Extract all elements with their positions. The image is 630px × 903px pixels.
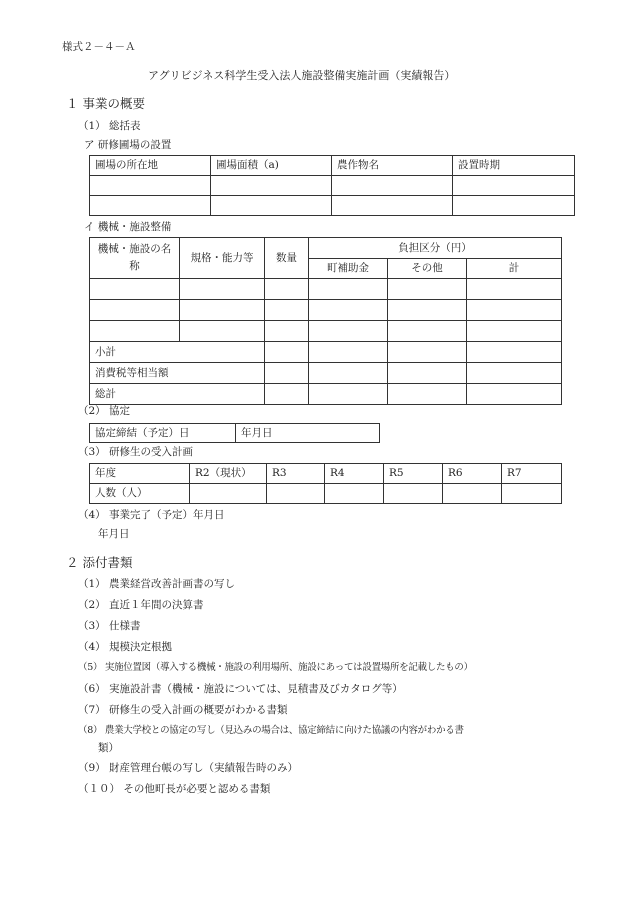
table-row (90, 279, 562, 300)
header-field-area: 圃場面積（a) (211, 156, 332, 176)
section-1-heading: １ 事業の概要 (66, 96, 145, 111)
header-r7: R7 (502, 464, 562, 484)
trainee-count-label: 人数（人） (90, 484, 190, 504)
header-r4: R4 (325, 464, 384, 484)
attachment-item-4: （4） 規模決定根拠 (78, 641, 173, 653)
header-r2: R2（現状） (190, 464, 267, 484)
agreement-date-label: 協定締結（予定）日 (90, 424, 236, 443)
attachment-item-10: （１０） その他町長が必要と認める書類 (78, 783, 271, 795)
form-number: 様式２－４－Ａ (62, 41, 136, 53)
header-crop-name: 農作物名 (332, 156, 453, 176)
header-r3: R3 (267, 464, 325, 484)
table-row (90, 342, 562, 363)
table-row (90, 484, 562, 504)
attachment-item-3: （3） 仕様書 (78, 620, 141, 632)
agreement-subheading: （2） 協定 (78, 405, 131, 417)
table-row (90, 384, 562, 405)
header-spec: 規格・能力等 (180, 238, 265, 279)
attachment-item-5: （5） 実施位置図（導入する機械・施設の利用場所、施設にあっては設置場所を記載したもの） (78, 662, 473, 673)
header-field-location: 圃場の所在地 (90, 156, 211, 176)
table-row (90, 363, 562, 384)
agreement-date-value: 年月日 (236, 424, 380, 443)
attachment-item-8: （8） 農業大学校との協定の写し（見込みの場合は、協定締結に向けた協議の内容がわかる書 (78, 725, 464, 736)
agreement-table (89, 423, 380, 443)
header-cost-burden: 負担区分（円） (309, 238, 562, 259)
header-equipment-name-line1: 機械・施設の名 (97, 243, 172, 256)
completion-date-value: 年月日 (98, 528, 130, 540)
header-r6: R6 (443, 464, 502, 484)
equipment-table (89, 237, 562, 405)
header-sum: 計 (467, 259, 562, 279)
header-equipment-name (90, 238, 180, 279)
total-label: 総計 (90, 384, 265, 405)
header-fiscal-year: 年度 (90, 464, 190, 484)
trainee-plan-subheading: （3） 研修生の受入計画 (78, 446, 194, 458)
field-table (89, 155, 575, 216)
table-row (90, 300, 562, 321)
field-setup-label: ア 研修圃場の設置 (84, 139, 172, 151)
header-equipment-name-line2: 称 (129, 260, 140, 272)
attachment-item-1: （1） 農業経営改善計画書の写し (78, 578, 236, 590)
trainee-plan-table (89, 463, 562, 504)
header-r5: R5 (384, 464, 443, 484)
attachment-item-7: （7） 研修生の受入計画の概要がわかる書類 (78, 704, 288, 716)
table-row (90, 196, 575, 216)
subtotal-label: 小計 (90, 342, 265, 363)
equipment-label: イ 機械・施設整備 (84, 221, 172, 233)
attachment-item-6: （6） 実施設計書（機械・施設については、見積書及びカタログ等） (78, 683, 403, 695)
table-row (90, 176, 575, 196)
attachment-item-8-continued: 類） (98, 742, 119, 754)
summary-subheading: （1） 総括表 (78, 120, 141, 132)
header-setup-period: 設置時期 (453, 156, 575, 176)
attachment-item-2: （2） 直近１年間の決算書 (78, 599, 204, 611)
table-row (90, 321, 562, 342)
tax-label: 消費税等相当額 (90, 363, 265, 384)
header-quantity: 数量 (265, 238, 309, 279)
header-other: その他 (388, 259, 467, 279)
header-town-subsidy: 町補助金 (309, 259, 388, 279)
document-title: アグリビジネス科学生受入法人施設整備実施計画（実績報告） (148, 69, 456, 82)
section-2-heading: ２ 添付書類 (66, 555, 133, 570)
attachment-item-9: （9） 財産管理台帳の写し（実績報告時のみ） (78, 762, 299, 774)
completion-date-subheading: （4） 事業完了（予定）年月日 (78, 509, 225, 521)
